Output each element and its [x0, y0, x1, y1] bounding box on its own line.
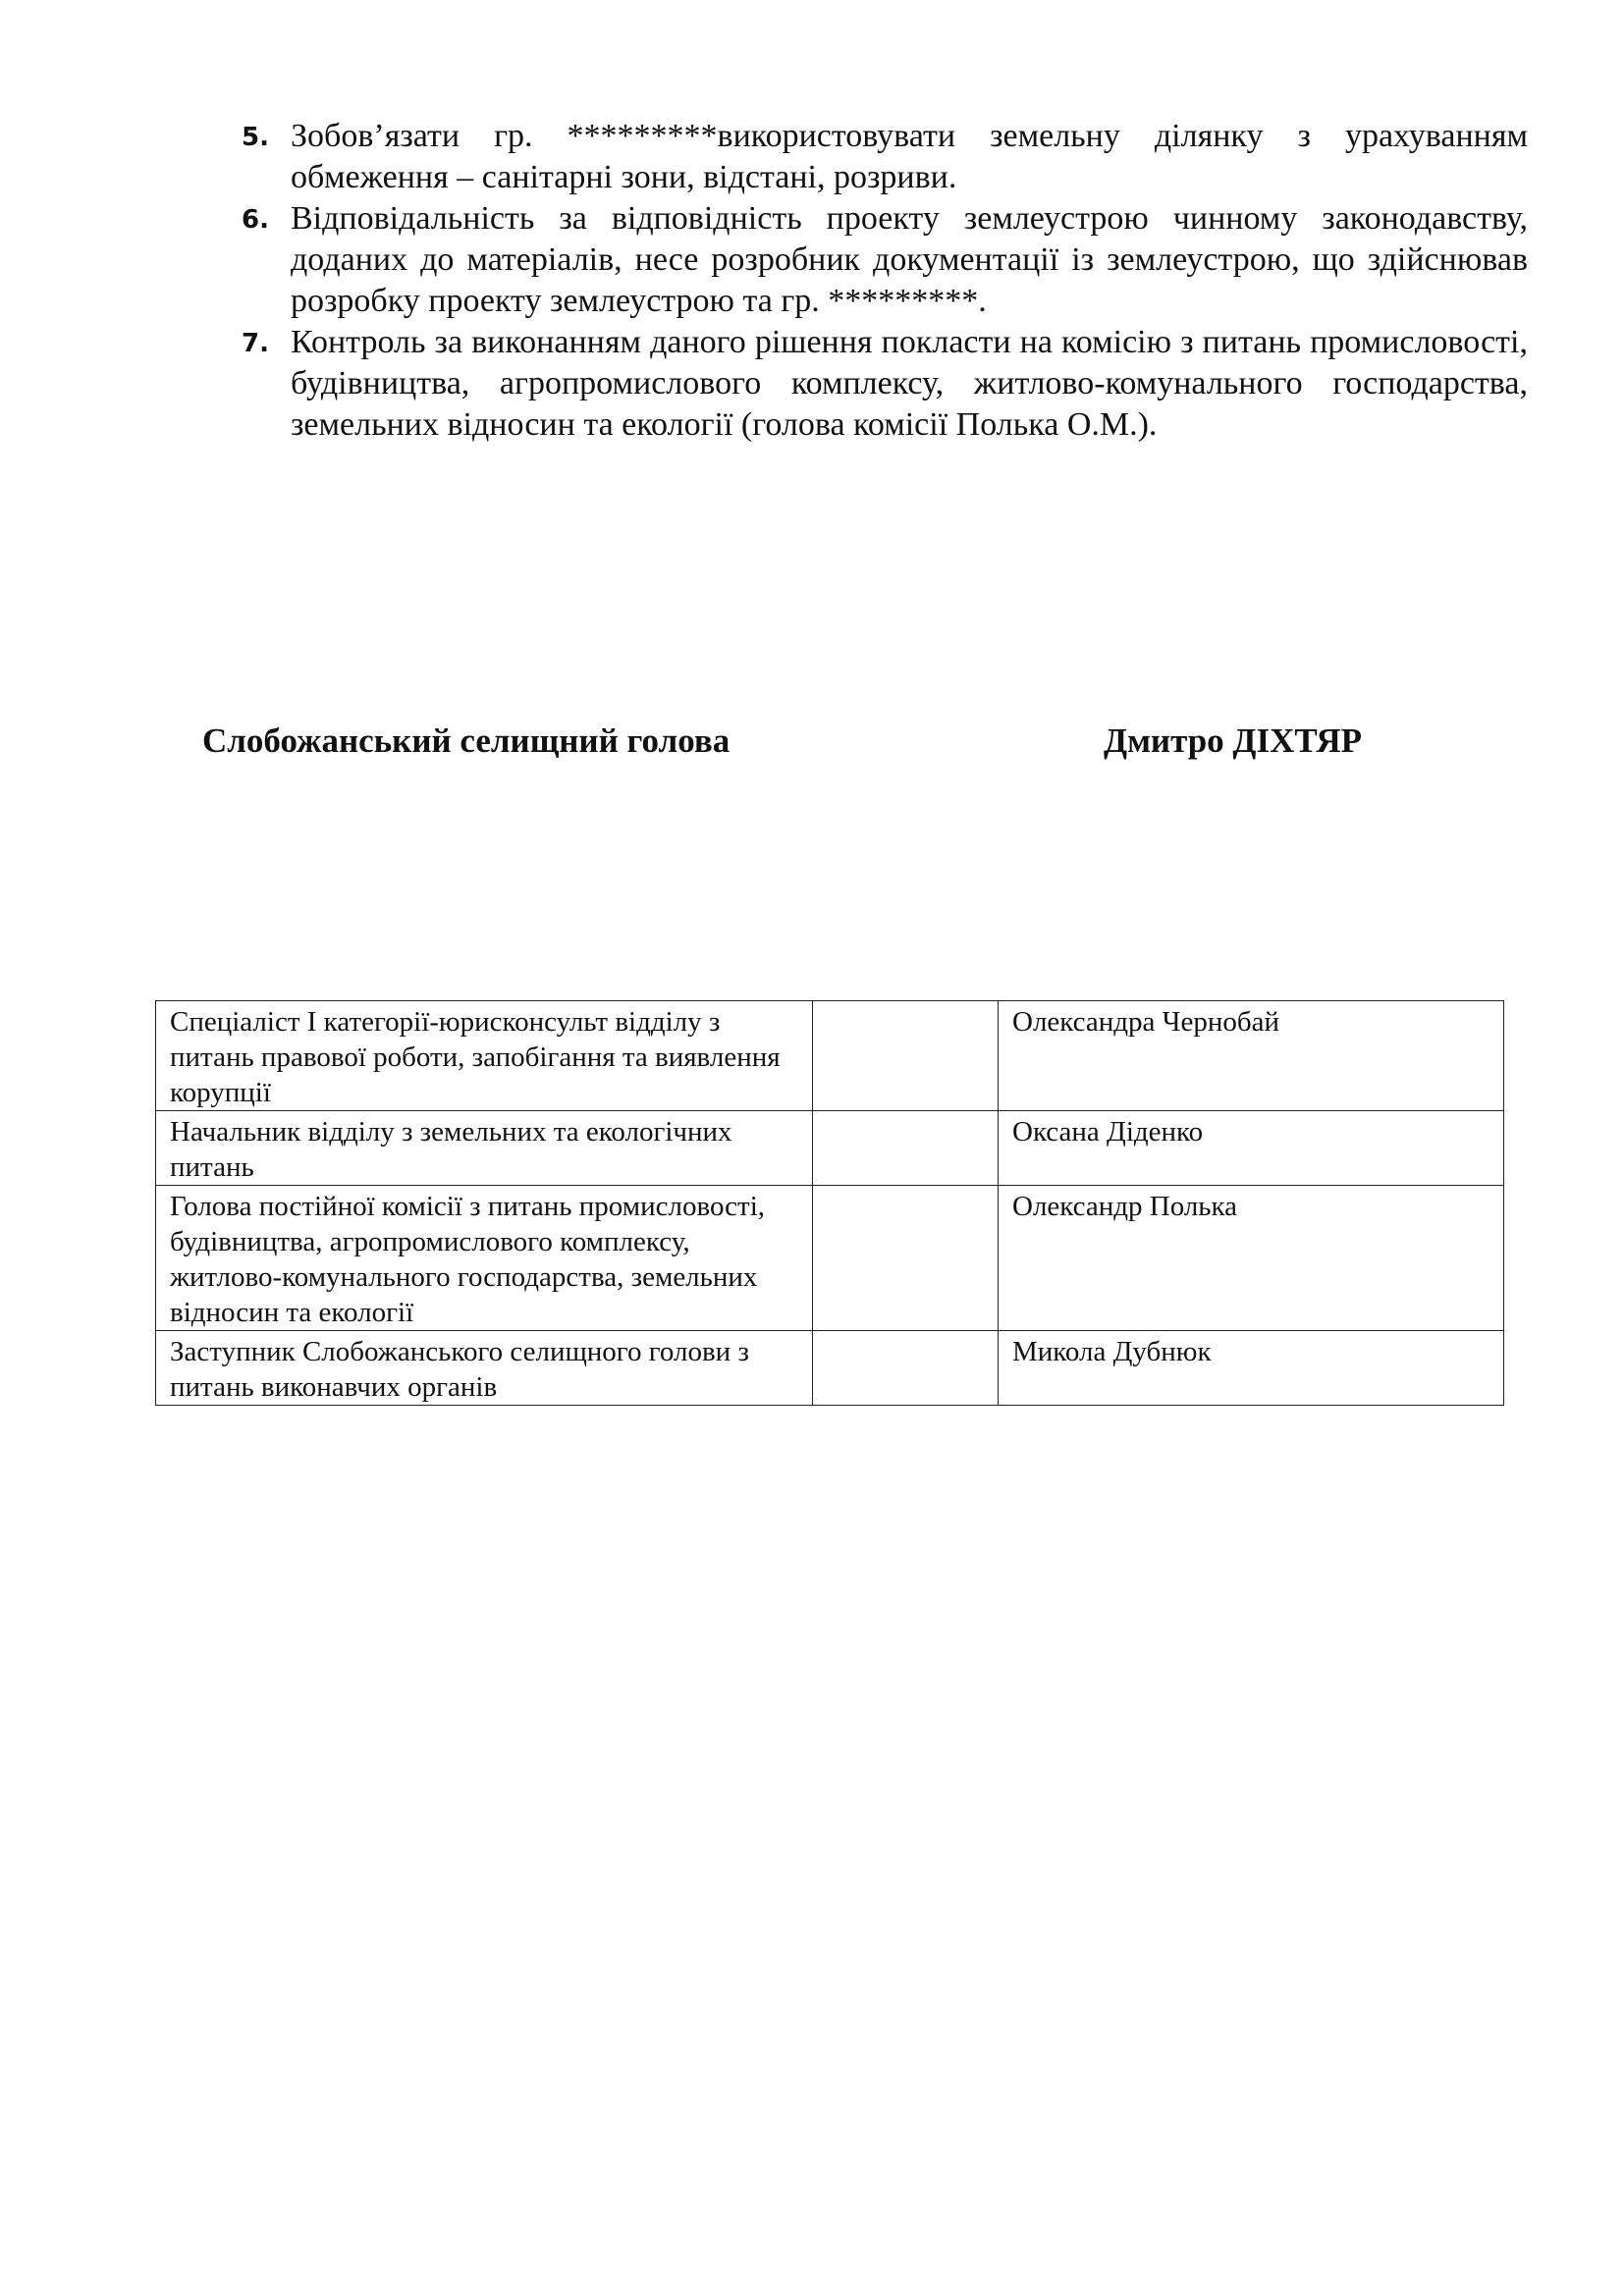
- table-row: [156, 1186, 1504, 1331]
- approver-name: Олександра Чернобай: [999, 1001, 1504, 1111]
- approval-table: [155, 1000, 1504, 1406]
- approver-name: Оксана Діденко: [999, 1111, 1504, 1186]
- signature-cell: [813, 1111, 999, 1186]
- item-number: 6.: [242, 205, 269, 235]
- item-number: 5.: [242, 123, 269, 152]
- item-text: Зобов’язати гр. *********використовувати земельну ділянку з урахуванням обмеження – санітарні зони, відстані, розриви.: [291, 118, 1528, 195]
- table-row: [156, 1001, 1504, 1111]
- signature-cell: [813, 1001, 999, 1111]
- table-row: [156, 1111, 1504, 1186]
- decision-items: [234, 116, 1528, 446]
- decision-item-6: [234, 198, 1528, 322]
- approver-name: Олександр Полька: [999, 1186, 1504, 1331]
- item-text: Контроль за виконанням даного рішення покласти на комісію з питань промисловості, будівництва, агропромислового комплексу, житлово-комунального господарства, земельних відносин та екології (голова комісії Полька О.М.).: [291, 324, 1528, 443]
- item-number: 7.: [242, 329, 269, 358]
- decision-item-7: [234, 322, 1528, 446]
- signature-name: Дмитро ДІХТЯР: [1104, 721, 1363, 760]
- decision-item-5: [234, 116, 1528, 198]
- item-text: Відповідальність за відповідність проекту землеустрою чинному законодавству, доданих до матеріалів, несе розробник документації із землеустрою, що здійснював розробку проекту землеустрою та гр. *********.: [291, 200, 1528, 319]
- signature-cell: [813, 1186, 999, 1331]
- approver-position: Голова постійної комісії з питань промисловості, будівництва, агропромислового комплексу, житлово-комунального господарства, земельних відносин та екології: [156, 1186, 813, 1331]
- approver-position: Спеціаліст І категорії-юрисконсульт відділу з питань правової роботи, запобігання та виявлення корупції: [156, 1001, 813, 1111]
- signature-title: Слобожанський селищний голова: [202, 721, 731, 760]
- signature-cell: [813, 1331, 999, 1406]
- approver-name: Микола Дубнюк: [999, 1331, 1504, 1406]
- approver-position: Начальник відділу з земельних та екологічних питань: [156, 1111, 813, 1186]
- approver-position: Заступник Слобожанського селищного голови з питань виконавчих органів: [156, 1331, 813, 1406]
- table-row: [156, 1331, 1504, 1406]
